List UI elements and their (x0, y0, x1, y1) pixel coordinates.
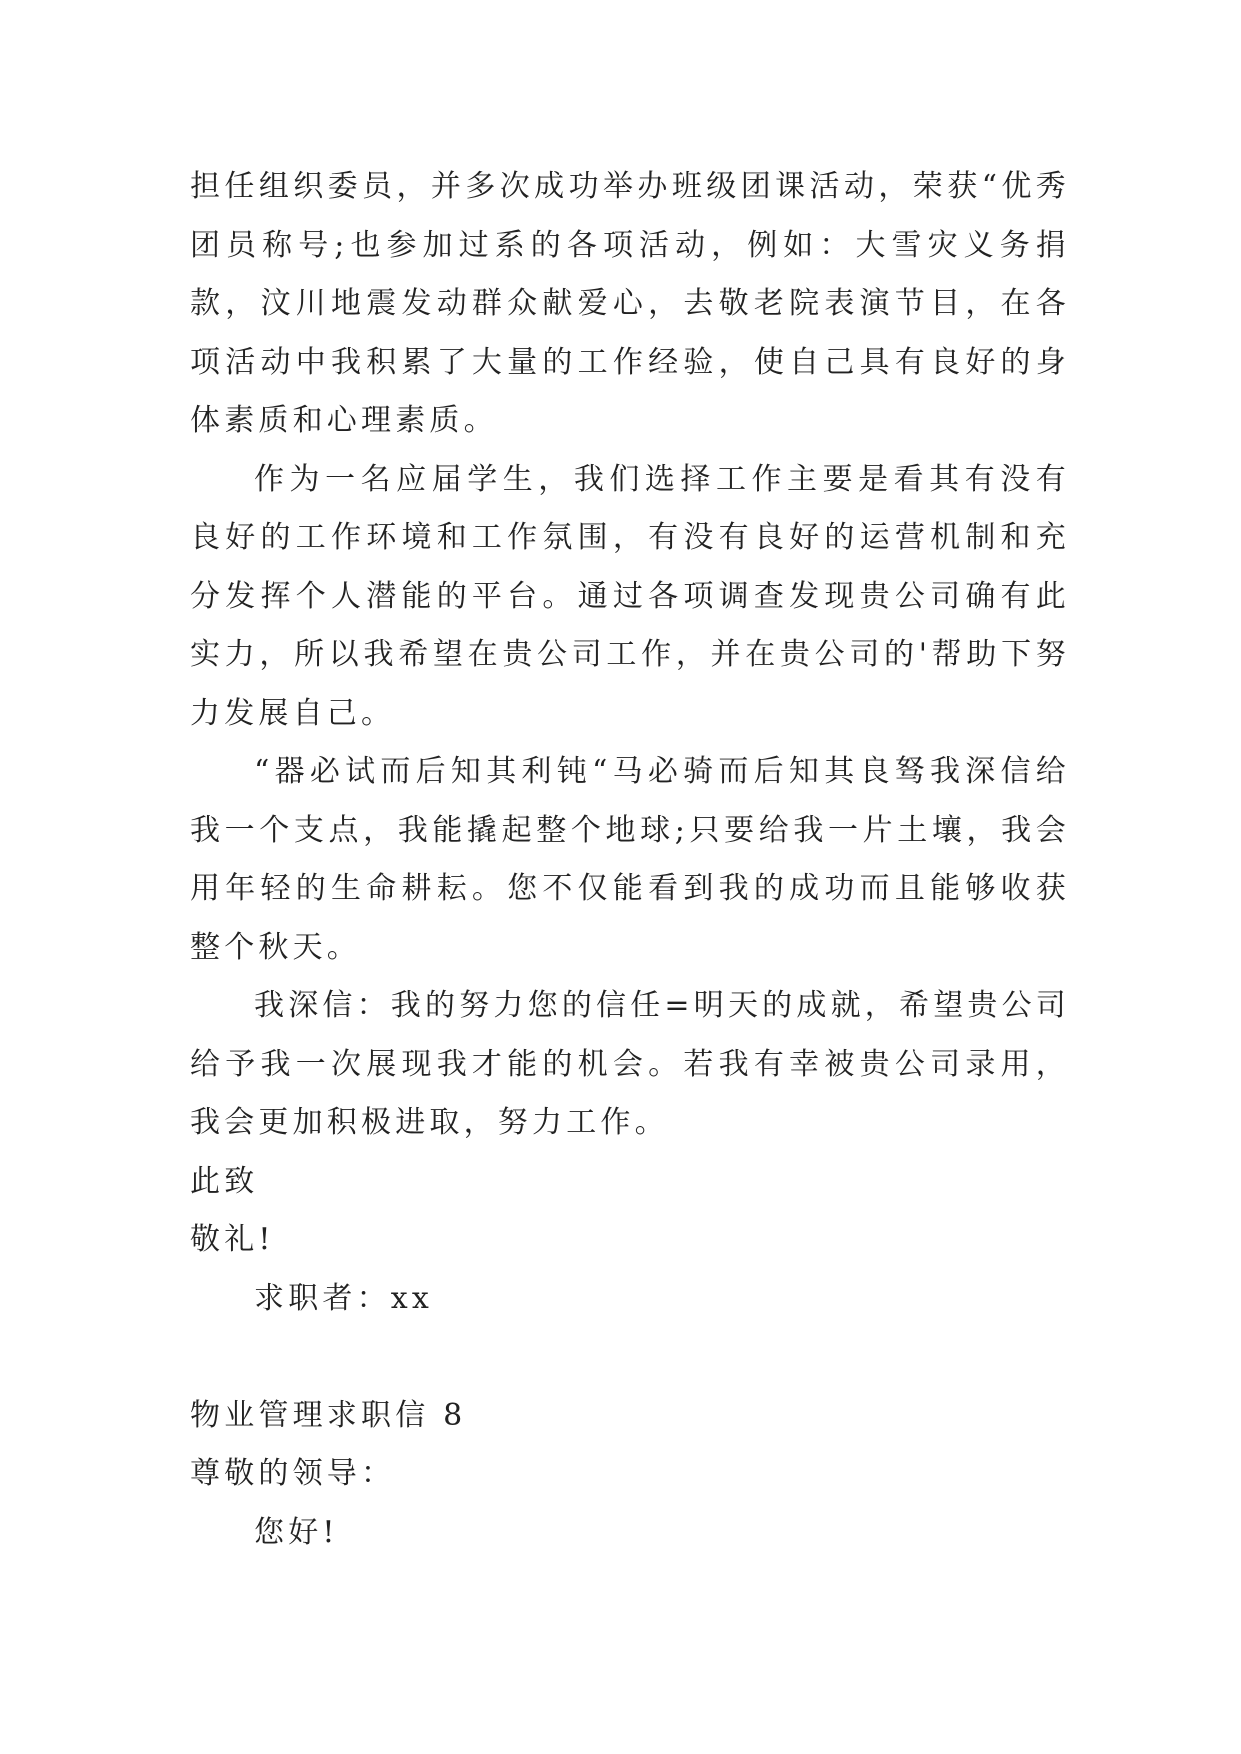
blank-line (190, 1328, 1070, 1387)
greeting: 您好! (254, 1514, 339, 1550)
signature-line: 求职者：xx (254, 1280, 434, 1316)
section-title: 物业管理求职信 8 (190, 1397, 467, 1433)
paragraph-3: “器必试而后知其利钝“马必骑而后知其良驽我深信给我一个支点，我能撬起整个地球;只要给我一片土壤，我会用年轻的生命耕耘。您不仅能看到我的成功而且能够收获整个秋天。 (190, 754, 1070, 965)
closing-line: 此致 (190, 1163, 259, 1199)
letter-body (190, 158, 1070, 1562)
paragraph-4: 我深信：我的努力您的信任=明天的成就，希望贵公司给予我一次展现我才能的机会。若我有幸被贵公司录用，我会更加积极进取，努力工作。 (190, 988, 1070, 1140)
closing-salute: 敬礼! (190, 1222, 275, 1257)
salutation: 尊敬的领导： (190, 1456, 396, 1491)
paragraph-1: 担任组织委员，并多次成功举办班级团课活动，荣获“优秀团员称号;也参加过系的各项活动，例如：大雪灾义务捐款，汶川地震发动群众献爱心，去敬老院表演节目，在各项活动中我积累了大量的工作经验，使自己具有良好的身体素质和心理素质。 (190, 169, 1070, 438)
paragraph-2: 作为一名应届学生，我们选择工作主要是看其有没有良好的工作环境和工作氛围，有没有良好的运营机制和充分发挥个人潜能的平台。通过各项调查发现贵公司确有此实力，所以我希望在贵公司工作，并在贵公司的'帮助下努力发展自己。 (190, 461, 1070, 731)
